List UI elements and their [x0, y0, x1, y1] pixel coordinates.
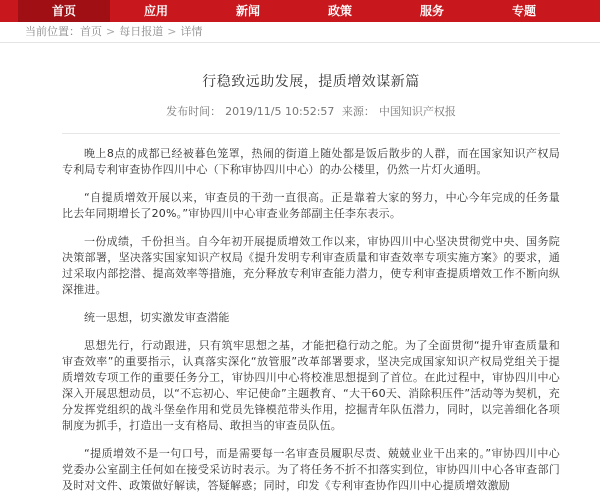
- source-label: 来源：: [341, 105, 375, 118]
- source-name: 中国知识产权报: [378, 105, 456, 118]
- published-label: 发布时间：: [166, 105, 222, 118]
- nav-item-policy[interactable]: 政策: [327, 4, 352, 18]
- article: [0, 71, 600, 494]
- article-paragraph: “自提质增效开展以来，审查员的干劲一直很高。正是靠着大家的努力，中心今年完成的任务量比去年同期增长了20%。”审协四川中心审查业务部副主任李东表示。: [62, 191, 560, 220]
- nav-item-news[interactable]: 新闻: [235, 4, 260, 18]
- breadcrumb-current: 详情: [180, 25, 203, 38]
- published-time: 2019/11/5 10:52:57: [225, 105, 335, 118]
- nav-item-home[interactable]: 首页: [18, 0, 110, 22]
- article-paragraph: “提质增效不是一句口号，而是需要每一名审查员履职尽责、兢兢业业干出来的。”审协四川中心党委办公室副主任何如在接受采访时表示。为了将任务不折不扣落实到位，审协四川中心各审查部门及时对文件、政策做好解读，答疑解惑；同时，印发《专利审查协作四川中心提质增效激励: [62, 447, 560, 492]
- nav-item-apps[interactable]: 应用: [143, 4, 168, 18]
- nav-item-topics[interactable]: 专题: [511, 4, 536, 18]
- nav-item-service[interactable]: 服务: [419, 4, 444, 18]
- article-paragraph: 一份成绩，千份担当。自今年初开展提质增效工作以来，审协四川中心坚决贯彻党中央、国务院决策部署，坚决落实国家知识产权局《提升发明专利审查质量和审查效率专项实施方案》的要求，通过采取内部挖潜、提高效率等措施，充分释放专利审查能力潜力，使专利审查提质增效工作不断向纵深推进。: [62, 235, 560, 296]
- article-paragraph: 晚上8点的成都已经被暮色笼罩，热闹的街道上随处都是饭后散步的人群，而在国家知识产权局专利局专利审查协作四川中心（下称审协四川中心）的办公楼里，仍然一片灯火通明。: [62, 147, 560, 176]
- breadcrumb-separator: >: [106, 25, 116, 38]
- breadcrumb: [0, 22, 600, 43]
- breadcrumb-prefix: 当前位置：: [25, 25, 80, 38]
- article-paragraph: 思想先行，行动跟进，只有筑牢思想之基，才能把稳行动之舵。为了全面贯彻“提升审查质量和审查效率”的重要指示，认真落实深化“放管服”改革部署要求，坚决完成国家知识产权局党组关于提质增效专项工作的重要任务分工，审协四川中心将校准思想提到了首位。在此过程中，审协四川中心深入开展思想动员，以“不忘初心、牢记使命”主题教育、“大干60天、消除积压件”活动等为契机，充分发挥党组织的战斗堡垒作用和党员先锋模范带头作用，挖掘青年队伍潜力，同时，以完善细化各项制度为抓手，打造出一支有格局、敢担当的审查员队伍。: [62, 339, 560, 432]
- article-subheading: 统一思想，切实激发审查潜能: [84, 311, 230, 324]
- breadcrumb-link-home[interactable]: 首页: [80, 25, 102, 38]
- breadcrumb-link-daily[interactable]: 每日报道: [119, 25, 164, 38]
- breadcrumb-separator: >: [167, 25, 177, 38]
- article-meta: [62, 103, 560, 134]
- article-title: 行稳致远助发展，提质增效谋新篇: [202, 74, 420, 90]
- top-nav: [0, 0, 600, 22]
